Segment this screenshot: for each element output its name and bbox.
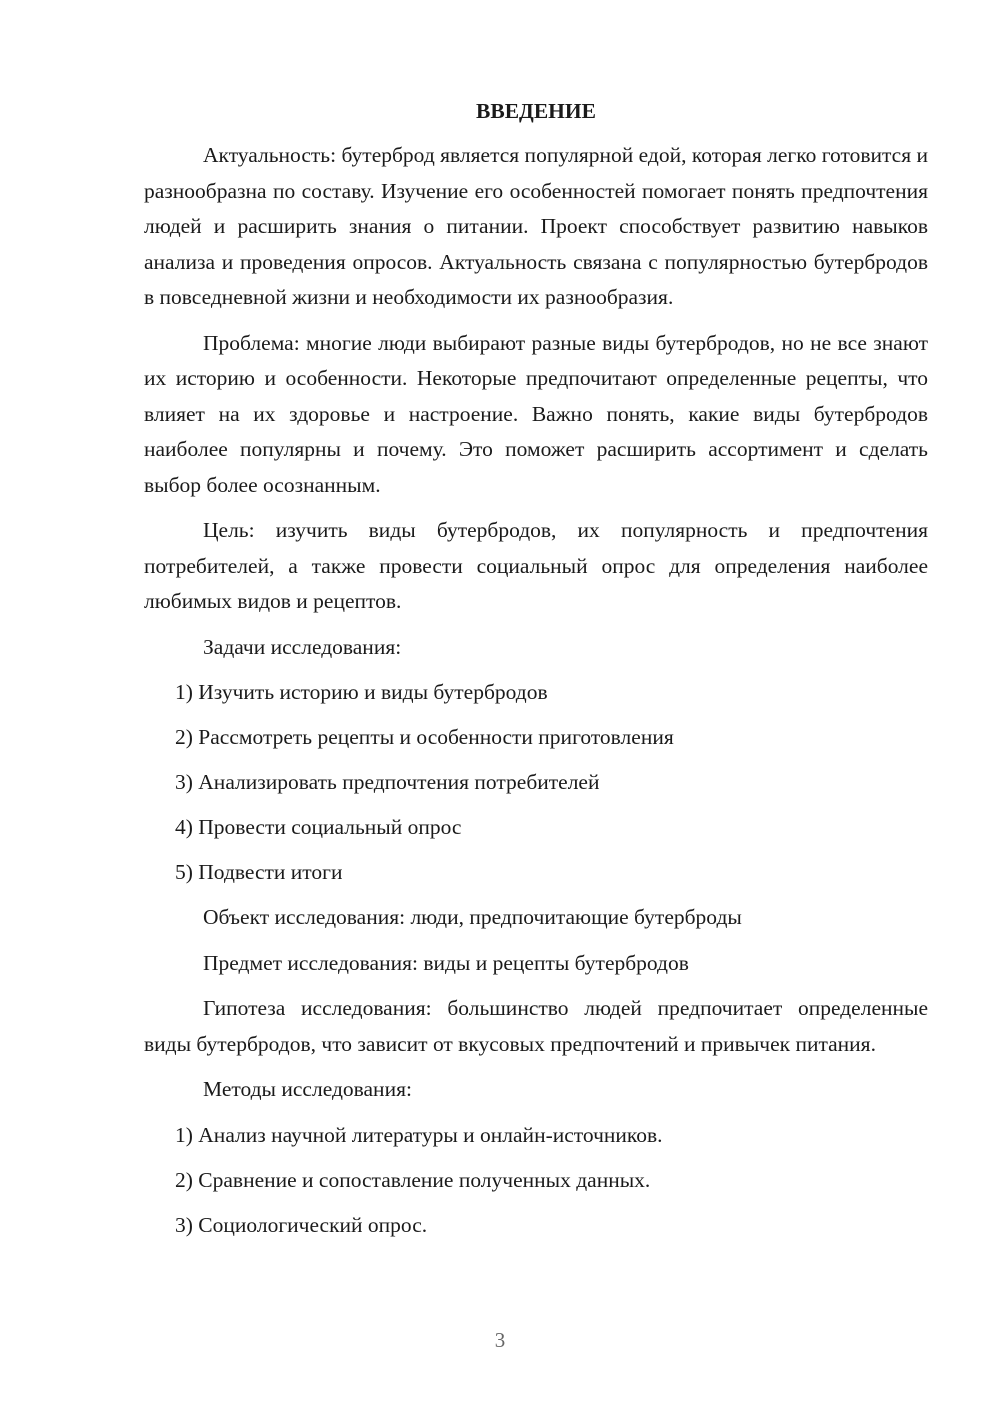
subject-line: Предмет исследования: виды и рецепты бутербродов — [203, 950, 689, 975]
problem-paragraph: Проблема: многие люди выбирают разные виды бутербродов, но не все знают их историю и особенности. Некоторые предпочитают определенные рецепты, что влияет на их здоровье и настроение. Важно понять, какие виды бутербродов наиболее популярны и почему. Это поможет расширить ассортимент и сделать выбор более осознанным. — [144, 330, 928, 497]
task-item: 5) Подвести итоги — [175, 860, 343, 885]
methods-list — [144, 1118, 928, 1244]
tasks-list — [144, 675, 928, 891]
method-item: 3) Социологический опрос. — [175, 1213, 428, 1238]
goal-paragraph: Цель: изучить виды бутербродов, их популярность и предпочтения потребителей, а также провести социальный опрос для определения наиболее любимых видов и рецептов. — [144, 518, 928, 613]
task-item: 4) Провести социальный опрос — [175, 815, 462, 840]
method-item: 1) Анализ научной литературы и онлайн-источников. — [175, 1122, 663, 1147]
relevance-paragraph: Актуальность: бутерброд является популярной едой, которая легко готовится и разнообразна по составу. Изучение его особенностей помогает понять предпочтения людей и расширить знания о питании. Проект способствует развитию навыков анализа и проведения опросов. Актуальность связана с популярностью бутербродов в повседневной жизни и необходимости их разнообразия. — [144, 143, 928, 309]
task-item: 3) Анализировать предпочтения потребителей — [175, 770, 600, 795]
tasks-heading: Задачи исследования: — [203, 634, 402, 659]
object-line: Объект исследования: люди, предпочитающие бутерброды — [203, 905, 742, 930]
page-number: 3 — [494, 1328, 506, 1352]
document-page — [144, 96, 928, 1253]
page-title: ВВЕДЕНИЕ — [476, 99, 596, 123]
task-item: 1) Изучить историю и виды бутербродов — [175, 680, 548, 704]
methods-heading: Методы исследования: — [203, 1077, 412, 1102]
task-item: 2) Рассмотреть рецепты и особенности приготовления — [175, 725, 674, 750]
method-item: 2) Сравнение и сопоставление полученных данных. — [175, 1168, 651, 1193]
hypothesis-paragraph: Гипотеза исследования: большинство людей предпочитает определенные виды бутербродов, что зависит от вкусовых предпочтений и привычек питания. — [144, 996, 928, 1056]
